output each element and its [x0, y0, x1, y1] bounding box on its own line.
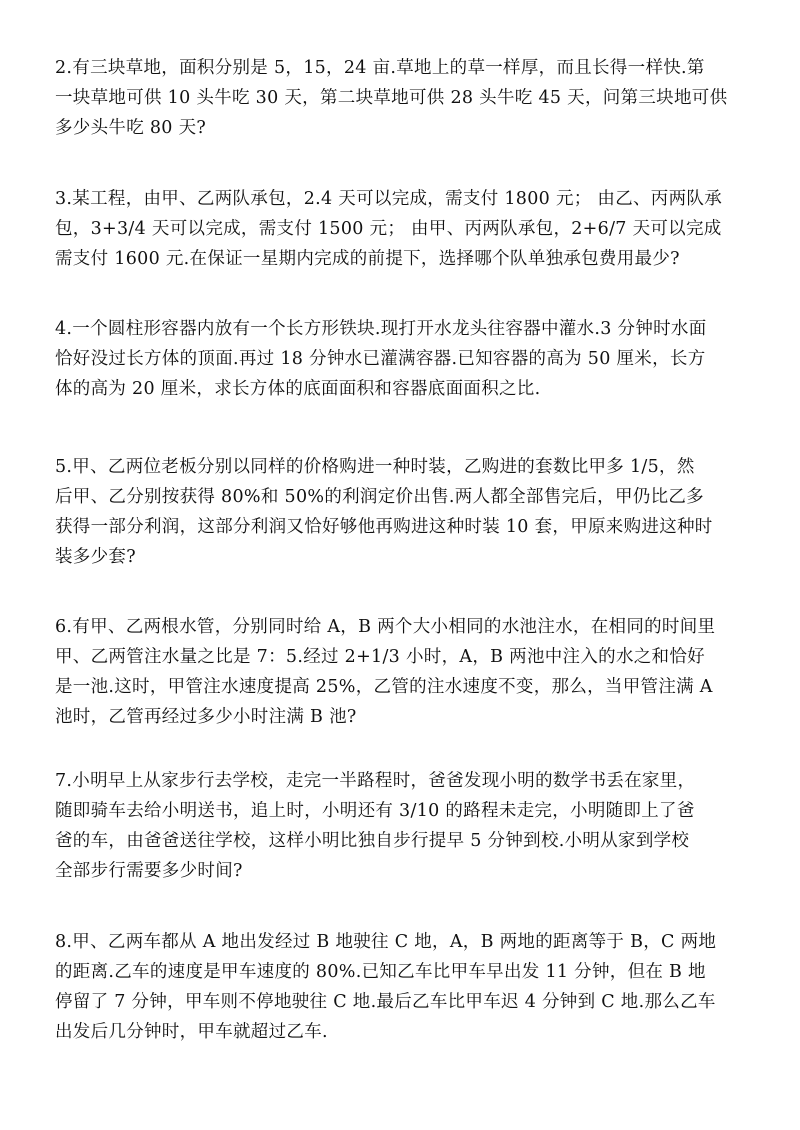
- problem-line: 后甲、乙分别按获得 80%和 50%的利润定价出售.两人都全部售完后，甲仍比乙多: [55, 487, 704, 507]
- problem-line: 爸的车，由爸爸送往学校，这样小明比独自步行提早 5 分钟到校.小明从家到学校: [55, 831, 690, 851]
- problem-line: 7.小明早上从家步行去学校，走完一半路程时，爸爸发现小明的数学书丢在家里，: [55, 771, 696, 791]
- problem-8: [55, 927, 755, 1047]
- problem-line: 6.有甲、乙两根水管，分别同时给 A，B 两个大小相同的水池注水，在相同的时间里: [55, 617, 716, 637]
- problem-line: 多少头牛吃 80 天?: [55, 118, 207, 138]
- problem-line: 随即骑车去给小明送书，追上时，小明还有 3/10 的路程未走完，小明随即上了爸: [55, 801, 695, 821]
- problem-line: 包，3+3/4 天可以完成，需支付 1500 元； 由甲、丙两队承包，2+6/7 天可以完成: [55, 219, 722, 239]
- problem-line: 一块草地可供 10 头牛吃 30 天，第二块草地可供 28 头牛吃 45 天，问第三块地可供: [55, 88, 728, 108]
- problem-line: 3.某工程，由甲、乙两队承包，2.4 天可以完成，需支付 1800 元； 由乙、丙两队承: [55, 189, 723, 209]
- problem-line: 甲、乙两管注水量之比是 7：5.经过 2+1/3 小时，A，B 两池中注入的水之和恰好: [55, 647, 705, 667]
- problem-line: 获得一部分利润，这部分利润又恰好够他再购进这种时装 10 套，甲原来购进这种时: [55, 517, 713, 537]
- problem-line: 体的高为 20 厘米，求长方体的底面面积和容器底面面积之比.: [55, 379, 541, 399]
- problem-line: 恰好没过长方体的顶面.再过 18 分钟水已灌满容器.已知容器的高为 50 厘米，长方: [55, 349, 706, 369]
- problem-line: 4.一个圆柱形容器内放有一个长方形铁块.现打开水龙头往容器中灌水.3 分钟时水面: [55, 319, 707, 339]
- problem-5: [55, 452, 755, 572]
- problem-line: 全部步行需要多少时间?: [55, 861, 243, 881]
- problem-line: 装多少套?: [55, 547, 136, 567]
- problem-4: [55, 314, 755, 404]
- problem-line: 的距离.乙车的速度是甲车速度的 80%.已知乙车比甲车早出发 11 分钟，但在 B 地: [55, 962, 706, 982]
- problem-line: 5.甲、乙两位老板分别以同样的价格购进一种时装，乙购进的套数比甲多 1/5，然: [55, 457, 695, 477]
- problem-line: 是一池.这时，甲管注水速度提高 25%，乙管的注水速度不变，那么，当甲管注满 A: [55, 677, 713, 697]
- problem-line: 8.甲、乙两车都从 A 地出发经过 B 地驶往 C 地，A，B 两地的距离等于 B，C 两地: [55, 932, 717, 952]
- problem-line: 池时，乙管再经过多少小时注满 B 池?: [55, 707, 357, 727]
- problem-line: 2.有三块草地，面积分别是 5，15，24 亩.草地上的草一样厚，而且长得一样快.第: [55, 58, 705, 78]
- problem-2: [55, 53, 755, 143]
- problem-3: [55, 184, 755, 274]
- problem-7: [55, 766, 755, 886]
- problem-line: 停留了 7 分钟，甲车则不停地驶往 C 地.最后乙车比甲车迟 4 分钟到 C 地.那么乙车: [55, 992, 716, 1012]
- problem-line: 需支付 1600 元.在保证一星期内完成的前提下，选择哪个队单独承包费用最少?: [55, 249, 680, 269]
- problem-6: [55, 612, 755, 732]
- problem-line: 出发后几分钟时，甲车就超过乙车.: [55, 1022, 328, 1042]
